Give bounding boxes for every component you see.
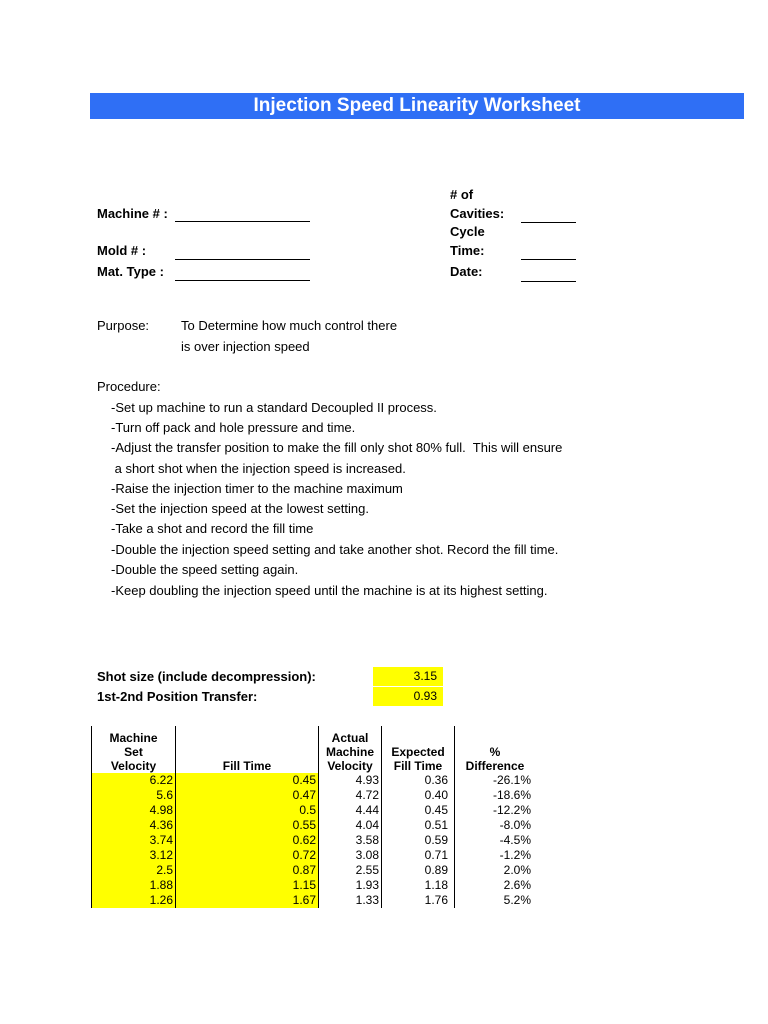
expected-fill-time-cell: 0.51 xyxy=(424,818,448,832)
cycle-time-field[interactable] xyxy=(521,259,576,260)
table-row xyxy=(92,773,536,788)
table-row xyxy=(92,848,536,863)
table-row xyxy=(92,788,536,803)
expected-fill-time-cell: 0.59 xyxy=(424,833,448,847)
expected-fill-time-cell: 1.18 xyxy=(424,878,448,892)
fill-time-cell[interactable]: 0.55 xyxy=(176,818,319,833)
transfer-value[interactable]: 0.93 xyxy=(373,687,443,706)
procedure-step: -Set the injection speed at the lowest setting. xyxy=(111,501,369,516)
procedure-step: -Set up machine to run a standard Decoupled II process. xyxy=(111,400,437,415)
difference-cell: -4.5% xyxy=(455,833,536,848)
page-title: Injection Speed Linearity Worksheet xyxy=(90,93,744,119)
difference-cell: -26.1% xyxy=(455,773,536,788)
expected-fill-time-cell: 0.71 xyxy=(424,848,448,862)
actual-velocity-cell: 4.44 xyxy=(319,803,382,818)
date-field[interactable] xyxy=(521,281,576,282)
cavities-field[interactable] xyxy=(521,222,576,223)
shot-size-label: Shot size (include decompression): xyxy=(97,669,316,684)
actual-velocity-cell: 1.93 xyxy=(319,878,382,893)
expected-fill-time-cell: 1.76 xyxy=(424,893,448,907)
table-row xyxy=(92,878,536,893)
difference-cell: 2.6% xyxy=(455,878,536,893)
purpose-line-1: To Determine how much control there xyxy=(181,318,398,333)
set-velocity-cell[interactable]: 3.74 xyxy=(92,833,176,848)
set-velocity-cell[interactable]: 3.12 xyxy=(92,848,176,863)
actual-velocity-cell: 2.55 xyxy=(319,863,382,878)
difference-cell: -1.2% xyxy=(455,848,536,863)
velocity-table xyxy=(91,726,535,908)
actual-velocity-cell: 3.58 xyxy=(319,833,382,848)
fill-time-cell[interactable]: 0.72 xyxy=(176,848,319,863)
fill-time-cell[interactable]: 1.67 xyxy=(176,893,319,908)
table-row xyxy=(92,863,536,878)
col-header-actual-velocity: Actual Machine Velocity xyxy=(319,726,382,773)
set-velocity-cell[interactable]: 4.98 xyxy=(92,803,176,818)
expected-fill-time-cell: 0.89 xyxy=(424,863,448,877)
set-velocity-cell[interactable]: 5.6 xyxy=(92,788,176,803)
actual-velocity-cell: 4.72 xyxy=(319,788,382,803)
purpose-line-2: is over injection speed xyxy=(181,339,310,354)
col-header-percent-difference: % Difference xyxy=(455,726,536,773)
expected-fill-time-cell: 0.45 xyxy=(424,803,448,817)
procedure-step: a short shot when the injection speed is increased. xyxy=(111,461,406,476)
expected-fill-time-cell: 0.40 xyxy=(424,788,448,802)
machine-field[interactable] xyxy=(175,221,310,222)
procedure-label: Procedure: xyxy=(97,379,161,394)
cycle-label-line1: Cycle xyxy=(450,224,485,239)
col-header-expected-fill-time: Expected Fill Time xyxy=(391,745,445,773)
table-row xyxy=(92,803,536,818)
actual-velocity-cell: 3.08 xyxy=(319,848,382,863)
set-velocity-cell[interactable]: 1.26 xyxy=(92,893,176,908)
fill-time-cell[interactable]: 0.87 xyxy=(176,863,319,878)
fill-time-cell[interactable]: 0.5 xyxy=(176,803,319,818)
mold-field[interactable] xyxy=(175,259,310,260)
cavities-label-line2: Cavities: xyxy=(450,206,505,221)
difference-cell: 2.0% xyxy=(455,863,536,878)
procedure-step: -Double the injection speed setting and take another shot. Record the fill time. xyxy=(111,542,559,557)
procedure-step: -Keep doubling the injection speed until the machine is at its highest setting. xyxy=(111,583,548,598)
actual-velocity-cell: 4.04 xyxy=(319,818,382,833)
procedure-step: -Take a shot and record the fill time xyxy=(111,521,314,536)
transfer-label: 1st-2nd Position Transfer: xyxy=(97,689,258,704)
set-velocity-cell[interactable]: 1.88 xyxy=(92,878,176,893)
difference-cell: -18.6% xyxy=(455,788,536,803)
mat-type-label: Mat. Type : xyxy=(97,264,164,279)
difference-cell: -8.0% xyxy=(455,818,536,833)
procedure-step: -Double the speed setting again. xyxy=(111,562,299,577)
fill-time-cell[interactable]: 0.47 xyxy=(176,788,319,803)
set-velocity-cell[interactable]: 4.36 xyxy=(92,818,176,833)
mat-type-field[interactable] xyxy=(175,280,310,281)
cavities-label-line1: # of xyxy=(450,187,474,202)
fill-time-cell[interactable]: 0.45 xyxy=(176,773,319,788)
difference-cell: -12.2% xyxy=(455,803,536,818)
procedure-step: -Adjust the transfer position to make the fill only shot 80% full. This will ensure xyxy=(111,440,563,455)
table-row xyxy=(92,818,536,833)
fill-time-cell[interactable]: 1.15 xyxy=(176,878,319,893)
procedure-step: -Turn off pack and hole pressure and time. xyxy=(111,420,356,435)
set-velocity-cell[interactable]: 2.5 xyxy=(92,863,176,878)
date-label: Date: xyxy=(450,264,483,279)
shot-size-value[interactable]: 3.15 xyxy=(373,667,443,686)
cycle-label-line2: Time: xyxy=(450,243,485,258)
set-velocity-cell[interactable]: 6.22 xyxy=(92,773,176,788)
difference-cell: 5.2% xyxy=(455,893,536,908)
table-row xyxy=(92,893,536,908)
actual-velocity-cell: 4.93 xyxy=(319,773,382,788)
col-header-machine-set-velocity: Machine Set Velocity xyxy=(92,726,176,773)
machine-label: Machine # : xyxy=(97,206,168,221)
mold-label: Mold # : xyxy=(97,243,147,258)
table-row xyxy=(92,833,536,848)
purpose-label: Purpose: xyxy=(97,318,150,333)
expected-fill-time-cell: 0.36 xyxy=(424,773,448,787)
fill-time-cell[interactable]: 0.62 xyxy=(176,833,319,848)
col-header-fill-time: Fill Time xyxy=(176,726,319,773)
actual-velocity-cell: 1.33 xyxy=(319,893,382,908)
procedure-step: -Raise the injection timer to the machine maximum xyxy=(111,481,403,496)
